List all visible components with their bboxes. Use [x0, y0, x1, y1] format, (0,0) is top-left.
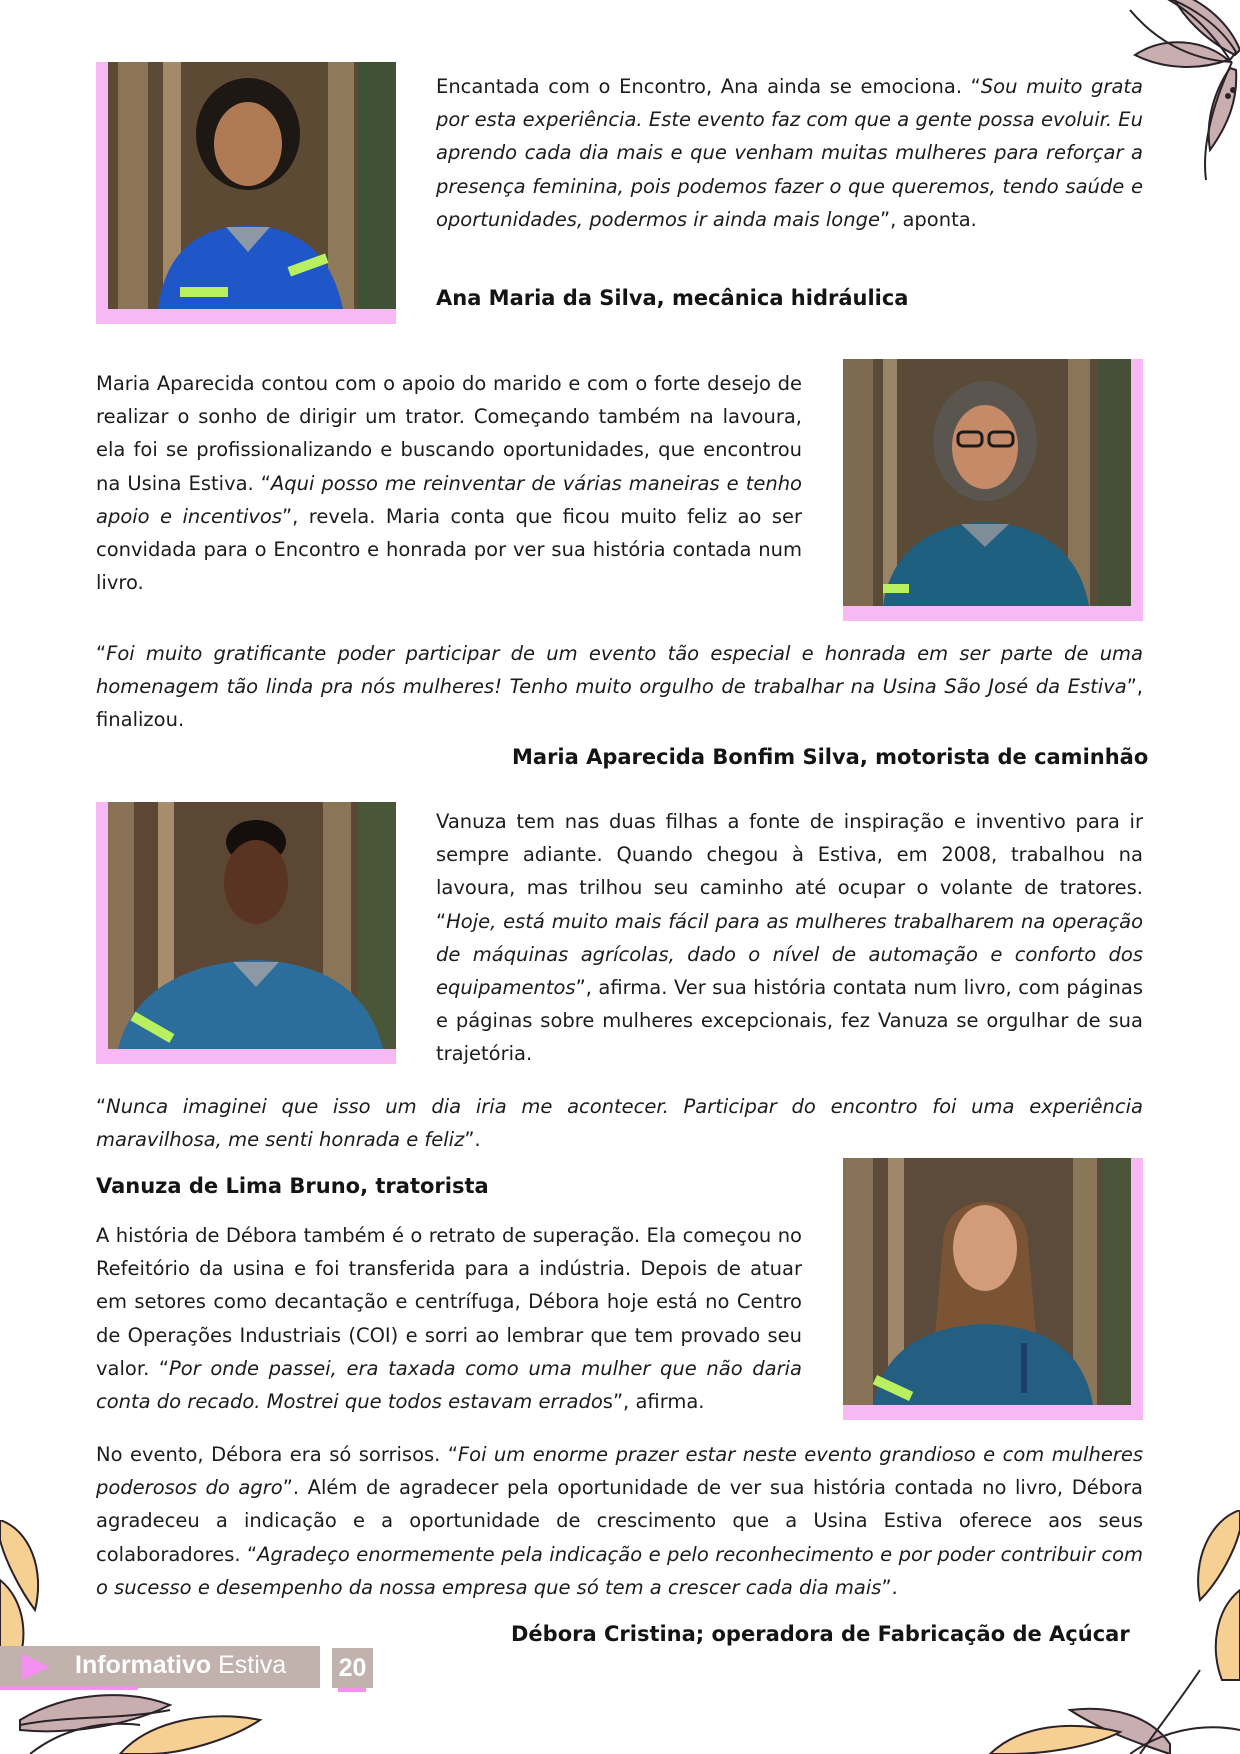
- body-text: “: [96, 1095, 107, 1118]
- body-text: ”, aponta.: [879, 207, 977, 231]
- body-text: Encantada com o Encontro, Ana ainda se emociona. “: [436, 75, 981, 98]
- portrait-debora-photo: [843, 1158, 1143, 1420]
- body-text: ”, revela. Maria conta que ficou muito feliz ao ser convidada para o Encontro e honrada por ver sua história contada num livro.: [96, 504, 802, 595]
- body-text: ”. Além de agradecer pela oportunidade de ver sua história contada no livro, Débora agradeceu a indicação e a oportunidade de crescimento que a Usina Estiva oferece aos seus colaboradores. “: [96, 1476, 1143, 1566]
- vanuza-paragraph: [436, 805, 1143, 1071]
- page-number-label: 20: [338, 1654, 367, 1682]
- quote-italic-text: Agradeço enormemente pela indicação e pelo reconhecimento e por poder contribuir com o sucesso e desempenho da nossa empresa que só tem a crescer cada dia mais: [96, 1542, 1143, 1599]
- body-text: Maria Aparecida contou com o apoio do marido e com o forte desejo de realizar o sonho de dirigir um trator. Começando também na lavoura, ela foi se profissionalizando e buscando oportunidades, que encontrou na Usina Estiva. “: [96, 372, 802, 495]
- body-text: ”.: [881, 1575, 898, 1599]
- ana-maria-signature: Ana Maria da Silva, mecânica hidráulica: [436, 286, 909, 310]
- quote-italic-text: Foi muito gratificante poder participar de um evento tão especial e honrada em ser parte de uma homenagem tão linda pra nós mulheres! Tenho muito orgulho de trabalhar na Usina São José da Estiva: [96, 642, 1143, 699]
- debora-signature: Débora Cristina; operadora de Fabricação de Açúcar: [511, 1622, 1130, 1646]
- maria-aparecida-signature: Maria Aparecida Bonfim Silva, motorista de caminhão: [512, 745, 1149, 769]
- quote-italic-text: Foi um enorme prazer estar neste evento grandioso e com mulheres poderosos do agro: [96, 1443, 1143, 1500]
- ana-maria-paragraph: [436, 70, 1143, 236]
- body-text: Vanuza tem nas duas filhas a fonte de inspiração e inventivo para ir sempre adiante. Quando chegou à Estiva, em 2008, trabalhou na lavoura, mas trilhou seu caminho até ocupar o volante de tratores. “: [436, 810, 1143, 933]
- body-text: ”, afirma. Ver sua história contata num livro, com páginas e páginas sobre mulheres excepcionais, fez Vanuza se orgulhar de sua trajetória.: [436, 976, 1143, 1066]
- body-text: ”, finalizou.: [96, 675, 1143, 732]
- footer-banner: [0, 1646, 330, 1688]
- body-text: No evento, Débora era só sorrisos. “: [96, 1443, 458, 1466]
- publication-title: [75, 1651, 286, 1680]
- debora-quote: [96, 1438, 1143, 1604]
- triangle-marker-icon: [22, 1654, 50, 1680]
- quote-italic-text: Por onde passei, era taxada como uma mulher que não daria conta do recado. Mostrei que todos estavam errado: [96, 1356, 802, 1414]
- body-text: s”, afirma.: [602, 1390, 705, 1414]
- quote-italic-text: Hoje, está muito mais fácil para as mulheres trabalharem na operação de máquinas agrícolas, dado o nível de automação e conforto dos equipamentos: [436, 909, 1143, 1000]
- quote-italic-text: Sou muito grata por esta experiência. Este evento faz com que a gente possa evoluir. Eu aprendo cada dia mais e que venham muitas mulheres para reforçar a presença feminina, pois podemos fazer o que queremos, tendo saúde e oportunidades, podermos ir ainda mais longe: [436, 75, 1143, 231]
- body-text: “: [96, 642, 107, 665]
- publication-title-light: Estiva: [211, 1651, 287, 1679]
- portrait-vanuza-photo: [96, 802, 396, 1064]
- maria-aparecida-paragraph: [96, 367, 802, 599]
- quote-italic-text: Aqui posso me reinventar de várias maneiras e tenho apoio e incentivos: [96, 471, 802, 528]
- body-text: ”.: [464, 1128, 481, 1152]
- portrait-ana-maria-photo: [96, 62, 396, 324]
- quote-italic-text: Nunca imaginei que isso um dia iria me acontecer. Participar do encontro foi uma experiência maravilhosa, me senti honrada e feliz: [96, 1095, 1143, 1152]
- vanuza-signature: Vanuza de Lima Bruno, tratorista: [96, 1174, 489, 1198]
- page-number: [332, 1648, 373, 1688]
- maria-aparecida-quote: [96, 637, 1143, 737]
- portrait-maria-aparecida-photo: [843, 359, 1143, 621]
- body-text: A história de Débora também é o retrato de superação. Ela começou no Refeitório da usina e foi transferida para a indústria. Depois de atuar em setores como decantação e centrífuga, Débora hoje está no Centro de Operações Industriais (COI) e sorri ao lembrar que tem provado seu valor. “: [96, 1224, 802, 1380]
- debora-paragraph: [96, 1219, 802, 1418]
- publication-title-bold: Informativo: [75, 1651, 212, 1679]
- vanuza-quote: [96, 1090, 1143, 1156]
